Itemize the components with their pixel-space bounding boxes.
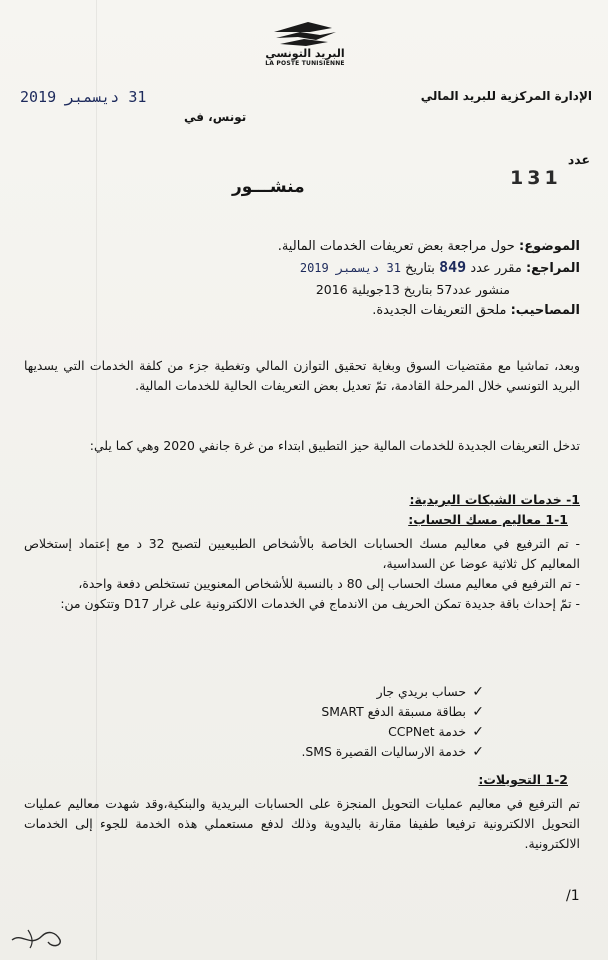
list-item xyxy=(228,742,488,762)
logo-french-text: LA POSTE TUNISIENNE xyxy=(265,60,345,67)
package-item-label: حساب بريدي جار xyxy=(376,684,466,699)
effective-paragraph: تدخل التعريفات الجديدة للخدمات المالية حيز التطبيق ابتداء من غرة جانفي 2020 وهي كما يلي: xyxy=(89,438,580,453)
list-item: - تم الترفيع في معاليم مسك الحساب إلى 80 د بالنسبة للأشخاص المعنويين تستخلص دفعة واحدة، xyxy=(24,574,580,594)
handwritten-initials-icon xyxy=(8,918,68,954)
document-title: منشـــور xyxy=(232,177,305,197)
list-item: - تم الترفيع في معاليم مسك الحسابات الخاصة بالأشخاص الطبيعيين لتصبح 32 د مع إعتماد إستخلاص المعاليم كل ثلاثية عوضا عن السداسية، xyxy=(24,534,580,574)
page-number: /1 xyxy=(566,888,580,904)
meta-block xyxy=(180,236,580,321)
subsection-1-1-list xyxy=(24,534,580,614)
subject-value: حول مراجعة بعض تعريفات الخدمات المالية. xyxy=(277,239,515,254)
subsection-1-1-title: 1-1 معاليم مسك الحساب: xyxy=(408,512,568,527)
reference-2: منشور عدد57 بتاريخ 13جويلية 2016 xyxy=(315,282,510,297)
list-item xyxy=(228,702,488,722)
admin-name: الإدارة المركزية للبريد المالي xyxy=(420,89,592,103)
package-list xyxy=(228,682,488,762)
la-poste-logo xyxy=(250,18,360,68)
list-item xyxy=(228,682,488,702)
poste-emblem-icon xyxy=(270,18,340,48)
attachments-value: ملحق التعريفات الجديدة. xyxy=(372,303,507,318)
reference-1-date: 31 ديسمبر 2019 xyxy=(299,261,401,275)
transfers-paragraph: تم الترفيع في معاليم عمليات التحويل المنجزة على الحسابات البريدية والبنكية،وقد شهدت معاليم عمليات التحويل الالكترونية ترفيعا طفيفا مقارنة باليدوية وذلك لدفع مستعملي هذه الخدمة للجوء إلى الخدمات الالكترونية. xyxy=(24,796,580,851)
package-item-label: بطاقة مسبقة الدفع SMART xyxy=(321,704,466,719)
reference-1-prefix: مقرر عدد xyxy=(470,261,522,276)
reference-1-number: 849 xyxy=(439,258,467,276)
subsection-1-2-title: 1-2 التحويلات: xyxy=(478,772,568,787)
checkmark-icon: ✓ xyxy=(472,684,484,700)
package-item-label: خدمة CCPNet xyxy=(388,724,466,739)
reference-1-mid: بتاريخ xyxy=(405,261,435,276)
number-label: عدد xyxy=(567,152,590,167)
checkmark-icon: ✓ xyxy=(472,704,484,720)
list-item: - تمّ إحداث باقة جديدة تمكن الحريف من الاندماج في الخدمات الالكترونية على غرار D17 وتتكون من: xyxy=(24,594,580,614)
references-label: المراجع: xyxy=(525,261,580,276)
logo-arabic-text: البريد التونسي xyxy=(265,47,345,60)
section-1-title: 1- خدمات الشيكات البريدية: xyxy=(409,492,580,507)
date-stamp-text: 31 ديسمبر 2019 xyxy=(20,88,147,106)
subject-label: الموضوع: xyxy=(519,239,580,254)
circular-number: 131 xyxy=(510,167,562,189)
attachments-label: المصاحيب: xyxy=(510,303,580,318)
city-date-label: تونس، في xyxy=(184,110,247,124)
checkmark-icon: ✓ xyxy=(472,724,484,740)
list-item xyxy=(228,722,488,742)
checkmark-icon: ✓ xyxy=(472,744,484,760)
package-item-label: خدمة الارساليات القصيرة SMS. xyxy=(301,744,466,759)
date-stamp xyxy=(20,88,146,106)
intro-paragraph: وبعد، تماشيا مع مقتضيات السوق وبغاية تحقيق التوازن المالي وتغطية جزء من كلفة الخدمات التي يسديها البريد التونسي خلال المرحلة القادمة، تمّ تعديل بعض التعريفات الحالية للخدمات المالية. xyxy=(24,358,580,393)
